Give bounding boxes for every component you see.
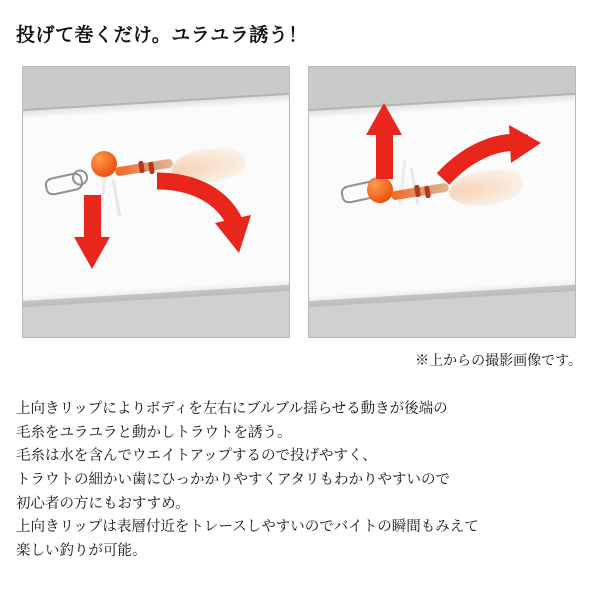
curved-right-arrow-icon (151, 171, 257, 257)
photo-right (308, 66, 576, 338)
down-arrow-icon (71, 195, 113, 273)
photo-left-image (23, 67, 289, 337)
up-arrow-icon (363, 101, 405, 181)
photo-row (16, 66, 584, 346)
curved-right-arrow-icon (437, 121, 547, 193)
description-line: 毛糸をユラユラと動かしトラウトを誘う。 (16, 424, 292, 441)
photo-caption: ※上からの撮影画像です。 (415, 352, 582, 368)
description-line: トラウトの細かい歯にひっかかりやすくアタリもわかりやすいので (16, 471, 450, 488)
description-line: 上向きリップによりボディを左右にブルブル揺らせる動きが後端の (16, 401, 448, 417)
lure-head-bead (91, 151, 117, 177)
page-title: 投げて巻くだけ。ユラユラ誘う！ (16, 25, 308, 46)
photo-left (22, 66, 290, 338)
description-line: 上向きリップは表層付近をトレースしやすいのでバイトの瞬間もみえて (16, 519, 479, 536)
photo-right-image (309, 67, 575, 337)
description-line: 毛糸は水を含んでウエイトアップするので投げやすく、 (16, 448, 377, 465)
description-text (16, 398, 584, 563)
description-line: 楽しい釣りが可能。 (16, 542, 147, 559)
description-line: 初心者の方にもおすすめ。 (16, 495, 190, 512)
